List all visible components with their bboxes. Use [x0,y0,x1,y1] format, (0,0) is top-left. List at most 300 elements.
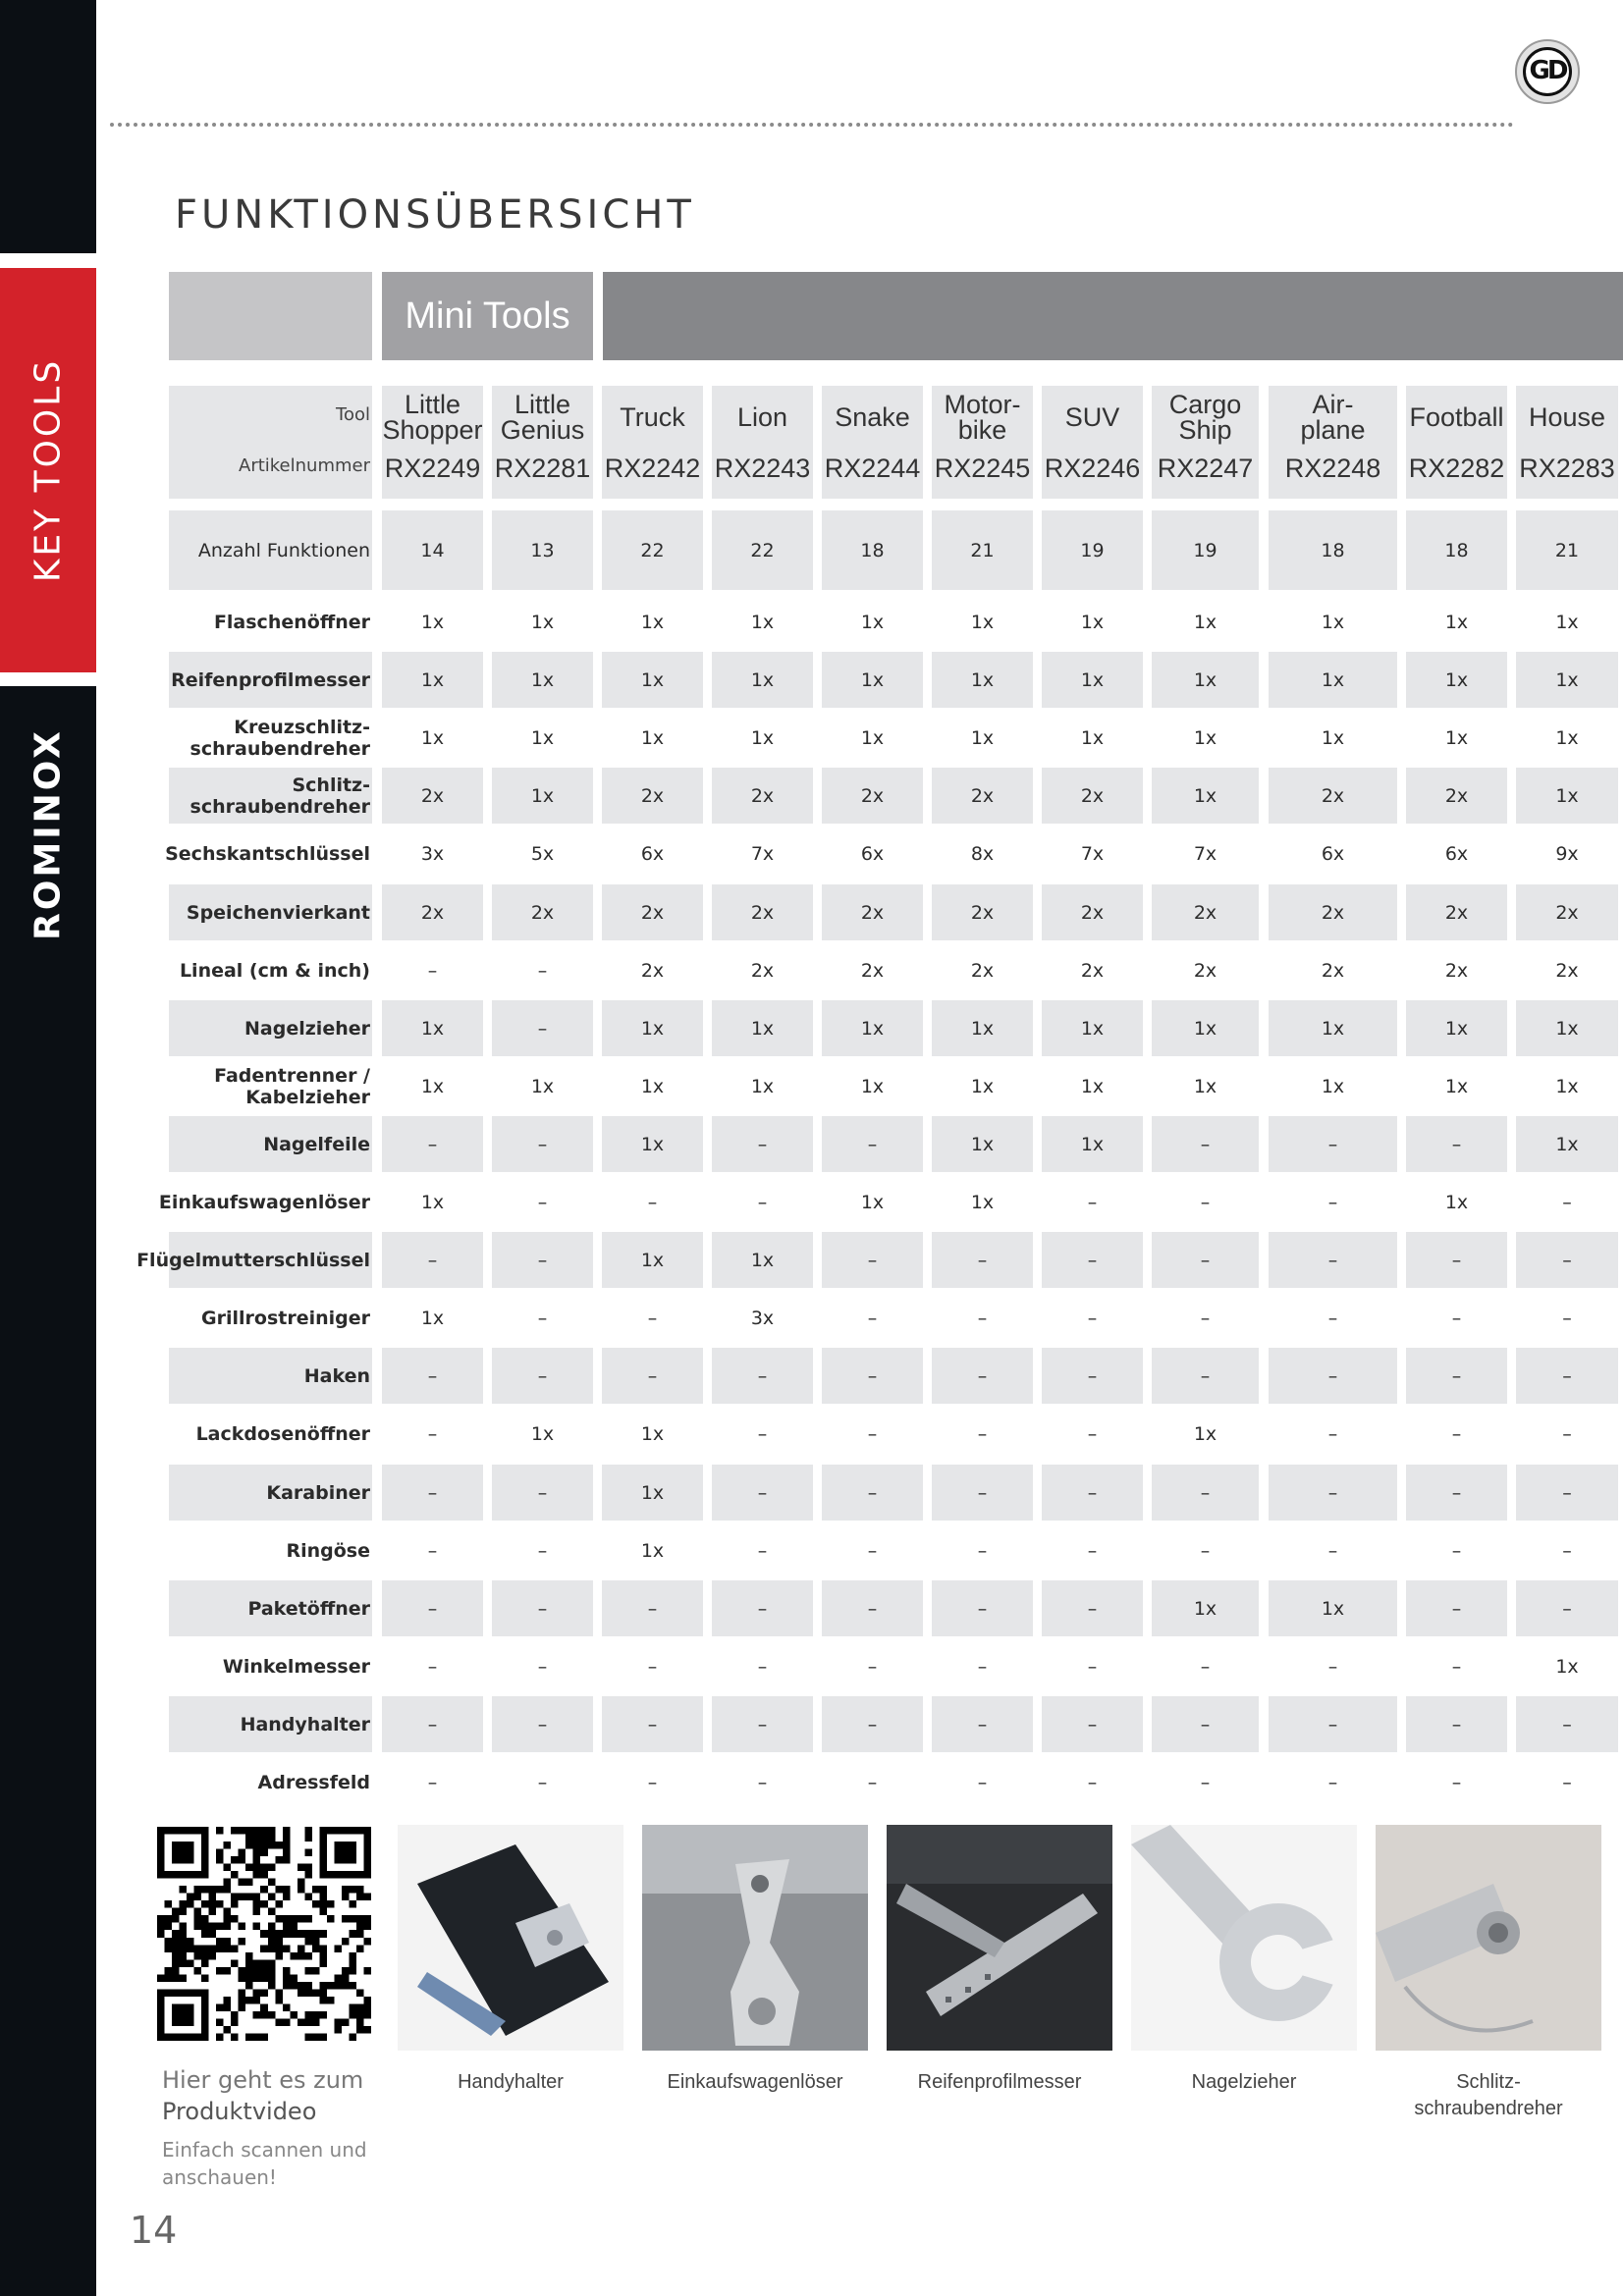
function-cell: – [1269,1696,1397,1752]
function-cell: – [1451,1307,1462,1329]
function-cell: – [382,1348,483,1404]
function-cell: – [1042,1696,1143,1752]
function-cell: – [1406,1465,1507,1521]
function-cell: – [757,1771,768,1793]
function-cell: – [602,1580,703,1636]
function-cell: 2x [1269,768,1397,824]
function-cell: 1x [420,726,445,749]
group-header-mini-tools: Mini Tools [382,272,593,360]
function-cell: – [1087,1422,1098,1445]
product-article-number[interactable]: RX2247 [1157,453,1254,483]
function-cell: 1x [602,1000,703,1056]
function-cell: – [1516,1465,1618,1521]
function-label: Ringöse [286,1539,370,1562]
cart-release-photo [642,1825,868,2051]
count-cell: 18 [1406,510,1507,590]
function-cell: – [1042,1348,1143,1404]
product-article-number[interactable]: RX2246 [1044,453,1141,483]
caption-nail-puller: Nagelzieher [1191,2071,1297,2093]
function-label: Sechskantschlüssel [165,842,370,865]
function-cell: – [757,1655,768,1678]
function-label: Lineal (cm & inch) [179,959,370,982]
function-cell: – [977,1655,988,1678]
function-cell: 1x [602,1465,703,1521]
qr-code-icon[interactable] [157,1827,371,2041]
function-cell: 2x [492,884,593,940]
function-cell: 2x [1152,884,1259,940]
function-cell: 1x [860,611,885,633]
product-name[interactable]: Football [1409,402,1504,432]
product-name[interactable]: Snake [835,402,910,432]
function-cell: – [537,1539,548,1562]
function-cell: 1x [1555,611,1579,633]
function-cell: – [382,1696,483,1752]
function-cell: – [1406,1580,1507,1636]
function-cell: 1x [750,726,775,749]
count-cell: 19 [1042,510,1143,590]
qr-text-line3: Einfach scannen und anschauen! [162,2138,367,2189]
function-label: Adressfeld [257,1771,370,1793]
function-cell: – [1327,1655,1338,1678]
phone-holder-photo [398,1825,623,2051]
function-cell: – [1327,1539,1338,1562]
function-cell: 2x [712,884,813,940]
function-label: Einkaufswagenlöser [158,1191,370,1213]
function-cell: – [1327,1307,1338,1329]
function-cell: – [1200,1539,1211,1562]
function-cell: – [382,1116,483,1172]
function-cell: 1x [1555,1075,1579,1097]
function-cell: 9x [1555,842,1579,865]
function-cell: – [822,1348,923,1404]
function-label: Lackdosenöffner [195,1422,370,1445]
function-cell: 1x [932,1116,1033,1172]
function-cell: 1x [970,1191,995,1213]
function-cell: – [1087,1191,1098,1213]
function-cell: – [1152,1232,1259,1288]
product-name[interactable]: Lion [736,402,788,432]
function-cell: 1x [602,1232,703,1288]
function-cell: – [382,1465,483,1521]
function-cell: – [647,1655,658,1678]
function-cell: 1x [970,726,995,749]
function-cell: 2x [1080,959,1105,982]
function-cell: – [822,1116,923,1172]
function-cell: – [492,1000,593,1056]
function-cell: 3x [750,1307,775,1329]
brand-logo [1515,39,1580,104]
qr-text-line1: Hier geht es zum [162,2066,364,2094]
function-cell: 1x [1152,768,1259,824]
product-name[interactable]: Motor- bike [944,390,1021,445]
function-cell: – [647,1771,658,1793]
function-cell: – [1327,1191,1338,1213]
function-cell: 1x [420,1075,445,1097]
function-cell: – [647,1191,658,1213]
function-cell: – [712,1348,813,1404]
function-cell: – [1200,1771,1211,1793]
count-cell: 21 [932,510,1033,590]
product-name[interactable]: Little Genius [500,390,585,445]
count-cell: 18 [822,510,923,590]
function-cell: 1x [492,652,593,708]
function-cell: – [1562,1422,1572,1445]
function-cell: – [537,1771,548,1793]
function-cell: 1x [1193,1422,1217,1445]
function-cell: 1x [420,1307,445,1329]
function-cell: 1x [602,1116,703,1172]
function-cell: – [1269,1465,1397,1521]
function-cell: 1x [1555,726,1579,749]
function-label: Reifenprofilmesser [169,652,372,708]
function-cell: – [977,1771,988,1793]
function-cell: – [712,1465,813,1521]
function-cell: – [602,1696,703,1752]
sidebar-separator [0,672,96,686]
function-cell: 1x [1080,726,1105,749]
function-cell: 1x [1516,768,1618,824]
function-cell: 1x [1152,1000,1259,1056]
product-article-number[interactable]: RX2249 [384,453,481,483]
function-cell: 1x [1444,1191,1469,1213]
function-cell: – [1152,1465,1259,1521]
function-cell: 1x [1152,1580,1259,1636]
dotted-divider [110,123,1514,127]
function-cell: 2x [1042,768,1143,824]
function-cell: 6x [1321,842,1345,865]
function-cell: – [492,1116,593,1172]
count-cell: 18 [1269,510,1397,590]
product-article-number[interactable]: RX2245 [934,453,1031,483]
function-cell: – [1516,1580,1618,1636]
caption-screwdriver: Schlitz- schraubendreher [1414,2071,1563,2119]
function-cell: 1x [1152,652,1259,708]
function-cell: 1x [1193,611,1217,633]
function-cell: 2x [1516,884,1618,940]
product-name[interactable]: Little Shopper [382,390,483,445]
function-cell: 7x [1193,842,1217,865]
function-cell: – [822,1465,923,1521]
function-cell: 1x [640,1539,665,1562]
product-name[interactable]: Air- plane [1300,390,1366,445]
function-cell: – [492,1580,593,1636]
function-cell: – [712,1696,813,1752]
function-cell: – [537,959,548,982]
count-cell: 22 [602,510,703,590]
function-cell: – [1516,1696,1618,1752]
function-cell: 1x [1042,652,1143,708]
function-label: Fadentrenner / Kabelzieher [214,1064,370,1108]
page-title: FUNKTIONSÜBERSICHT [175,192,695,238]
count-row-label: Anzahl Funktionen [169,510,372,590]
function-cell: – [1042,1465,1143,1521]
function-cell: – [1406,1348,1507,1404]
function-cell: – [867,1655,878,1678]
function-cell: 1x [1321,611,1345,633]
function-cell: 2x [602,768,703,824]
function-cell: 1x [1080,1075,1105,1097]
function-cell: – [822,1580,923,1636]
function-cell: 2x [1444,959,1469,982]
function-cell: 2x [1321,959,1345,982]
function-cell: 2x [382,768,483,824]
function-cell: – [1269,1348,1397,1404]
function-cell: – [1516,1232,1618,1288]
product-name[interactable]: House [1528,402,1606,432]
tool-label: Tool [336,403,370,425]
function-cell: 1x [382,1000,483,1056]
function-cell: – [382,1232,483,1288]
function-cell: 1x [1444,611,1469,633]
function-cell: – [427,959,438,982]
function-cell: 1x [382,652,483,708]
function-cell: – [1406,1116,1507,1172]
function-cell: 2x [1042,884,1143,940]
function-cell: 7x [1080,842,1105,865]
function-cell: 1x [860,726,885,749]
caption-cart-release: Einkaufswagenlöser [667,2071,843,2093]
function-cell: – [822,1232,923,1288]
function-cell: – [427,1771,438,1793]
function-cell: 1x [1516,1116,1618,1172]
function-cell: – [867,1771,878,1793]
function-cell: 2x [712,768,813,824]
function-cell: 1x [932,652,1033,708]
count-cell: 22 [712,510,813,590]
function-cell: 3x [420,842,445,865]
function-cell: 1x [1555,1655,1579,1678]
function-cell: – [757,1422,768,1445]
function-cell: – [1451,1655,1462,1678]
function-cell: 8x [970,842,995,865]
function-cell: 2x [860,959,885,982]
function-label: Haken [169,1348,372,1404]
function-label: Speichenvierkant [169,884,372,940]
function-label: Karabiner [169,1465,372,1521]
function-cell: – [1451,1422,1462,1445]
rominox-label: ROMINOX [27,728,69,940]
tread-gauge-photo [887,1825,1112,2051]
function-cell: 1x [1516,652,1618,708]
function-cell: – [1562,1191,1572,1213]
function-cell: – [537,1307,548,1329]
function-cell: – [1200,1191,1211,1213]
function-cell: – [977,1422,988,1445]
function-label: Flaschenöffner [213,611,370,633]
function-label: Kreuzschlitz- schraubendreher [189,716,370,760]
function-cell: – [1562,1307,1572,1329]
function-cell: – [1562,1771,1572,1793]
function-cell: 2x [1406,884,1507,940]
function-cell: 1x [530,611,555,633]
function-cell: 2x [1555,959,1579,982]
function-cell: – [1562,1539,1572,1562]
product-article-number[interactable]: RX2282 [1408,453,1505,483]
sidebar-separator [0,253,96,268]
product-article-number[interactable]: RX2242 [604,453,701,483]
function-cell: – [932,1232,1033,1288]
function-cell: 1x [860,1191,885,1213]
product-name[interactable]: Truck [620,402,685,432]
function-cell: 7x [750,842,775,865]
function-cell: 1x [1193,1075,1217,1097]
function-cell: – [1451,1771,1462,1793]
function-cell: – [712,1116,813,1172]
product-article-number[interactable]: RX2248 [1284,453,1381,483]
function-cell: 1x [822,652,923,708]
function-cell: – [492,1232,593,1288]
function-cell: – [867,1307,878,1329]
function-cell: 2x [822,768,923,824]
function-cell: 2x [382,884,483,940]
function-cell: 1x [640,611,665,633]
function-cell: 2x [932,768,1033,824]
function-cell: 2x [602,884,703,940]
screwdriver-photo [1376,1825,1601,2051]
product-article-number[interactable]: RX2281 [494,453,591,483]
function-cell: 2x [822,884,923,940]
function-cell: 1x [860,1075,885,1097]
function-cell: 1x [1406,652,1507,708]
function-label: Nagelzieher [169,1000,372,1056]
function-cell: 1x [750,611,775,633]
function-cell: 1x [970,1075,995,1097]
function-label: Grillrostreiniger [201,1307,370,1329]
function-cell: – [1087,1771,1098,1793]
function-cell: 1x [420,1191,445,1213]
function-cell: – [1327,1771,1338,1793]
function-cell: 5x [530,842,555,865]
function-cell: 1x [640,1075,665,1097]
function-cell: 1x [1080,611,1105,633]
function-cell: 1x [1516,1000,1618,1056]
count-cell: 14 [382,510,483,590]
function-cell: 1x [822,1000,923,1056]
function-cell: 1x [750,1075,775,1097]
function-cell: – [867,1539,878,1562]
function-cell: 1x [530,1422,555,1445]
function-cell: – [1451,1539,1462,1562]
function-cell: – [427,1655,438,1678]
function-label: Paketöffner [169,1580,372,1636]
function-cell: 1x [602,652,703,708]
function-cell: 1x [1193,726,1217,749]
function-cell: 1x [1406,1000,1507,1056]
function-cell: – [602,1348,703,1404]
function-cell: – [492,1465,593,1521]
function-cell: – [492,1348,593,1404]
function-cell: 1x [640,726,665,749]
function-cell: – [1087,1307,1098,1329]
count-cell: 21 [1516,510,1618,590]
function-cell: 1x [970,611,995,633]
key-tools-label: KEY TOOLS [27,357,69,583]
function-cell: – [932,1580,1033,1636]
function-label: Nagelfeile [169,1116,372,1172]
nail-puller-photo [1131,1825,1357,2051]
function-cell: – [1269,1232,1397,1288]
function-cell: 2x [970,959,995,982]
function-label: Flügelmutterschlüssel [169,1232,372,1288]
function-cell: 6x [1444,842,1469,865]
function-cell: 2x [1269,884,1397,940]
function-cell: 1x [1269,1000,1397,1056]
function-cell: – [1269,1116,1397,1172]
function-cell: 1x [1269,1580,1397,1636]
function-cell: 2x [1193,959,1217,982]
product-article-number[interactable]: RX2244 [824,453,921,483]
function-cell: 2x [932,884,1033,940]
product-article-number[interactable]: RX2243 [714,453,811,483]
function-cell: 1x [640,1422,665,1445]
function-cell: – [932,1348,1033,1404]
function-cell: 1x [420,611,445,633]
function-cell: 1x [712,1000,813,1056]
brand-logo-text: GD [1523,47,1572,96]
function-cell: 1x [1444,1075,1469,1097]
function-cell: – [1152,1348,1259,1404]
function-cell: – [932,1465,1033,1521]
product-article-number[interactable]: RX2283 [1519,453,1615,483]
function-cell: 1x [712,652,813,708]
function-label: Winkelmesser [222,1655,370,1678]
article-label: Artikelnummer [239,454,370,476]
function-cell: 1x [1042,1000,1143,1056]
function-cell: – [1406,1232,1507,1288]
function-cell: – [977,1539,988,1562]
caption-tread-gauge: Reifenprofilmesser [917,2071,1082,2093]
table-header-blank [169,272,372,360]
function-cell: – [757,1191,768,1213]
function-cell: – [1200,1655,1211,1678]
function-cell: 1x [530,726,555,749]
function-label: Handyhalter [169,1696,372,1752]
function-cell: 1x [1444,726,1469,749]
function-label: Schlitz- schraubendreher [169,768,372,824]
function-cell: 1x [530,1075,555,1097]
function-cell: – [1087,1655,1098,1678]
function-cell: 1x [712,1232,813,1288]
product-name[interactable]: Cargo Ship [1168,390,1242,445]
page-number: 14 [130,2209,178,2252]
function-cell: – [1327,1422,1338,1445]
function-cell: 6x [860,842,885,865]
function-cell: – [1042,1232,1143,1288]
function-cell: – [427,1422,438,1445]
function-cell: 1x [932,1000,1033,1056]
function-cell: 1x [1321,726,1345,749]
function-cell: 1x [1269,652,1397,708]
function-cell: – [822,1696,923,1752]
function-cell: – [977,1307,988,1329]
function-cell: – [647,1307,658,1329]
function-cell: – [1152,1696,1259,1752]
product-name[interactable]: SUV [1064,402,1120,432]
function-cell: – [1406,1696,1507,1752]
caption-phone-holder: Handyhalter [458,2071,564,2093]
function-cell: – [1200,1307,1211,1329]
function-cell: 1x [492,768,593,824]
qr-text-line2: Produktvideo [162,2098,317,2125]
function-cell: – [712,1580,813,1636]
function-cell: – [492,1696,593,1752]
function-cell: – [537,1655,548,1678]
function-cell: – [1516,1348,1618,1404]
function-cell: – [537,1191,548,1213]
function-cell: – [427,1539,438,1562]
function-cell: – [382,1580,483,1636]
function-cell: – [757,1539,768,1562]
